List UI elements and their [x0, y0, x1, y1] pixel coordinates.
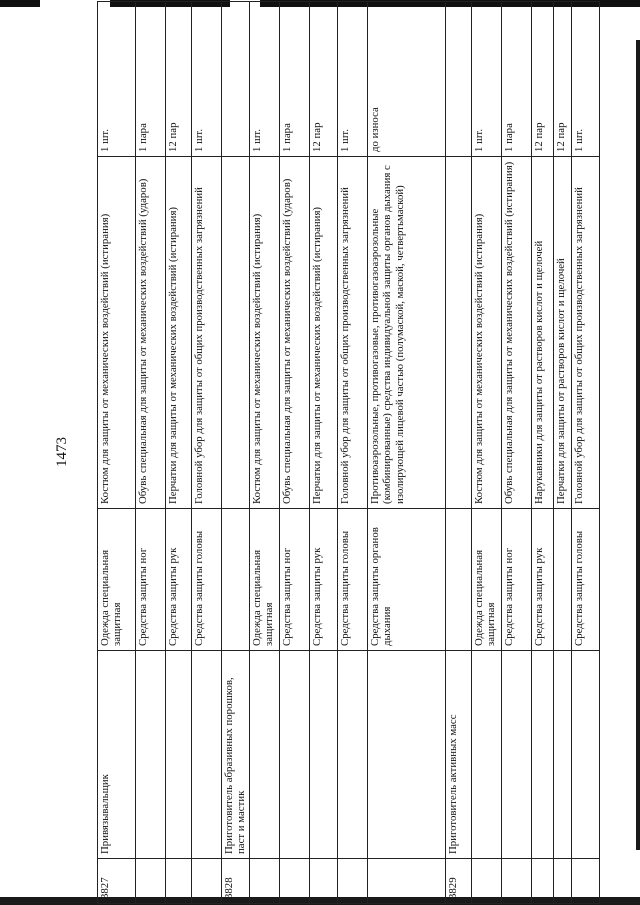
cell-item: Средства защиты ног [279, 509, 309, 651]
cell-code [166, 859, 192, 904]
table-row [367, 2, 445, 904]
table-row [222, 2, 250, 904]
cell-description: Костюм для защиты от механических воздействий (истирания) [471, 157, 501, 509]
cell-profession [553, 651, 571, 859]
cell-description: Перчатки для защиты от механических воздействий (истирания) [309, 157, 337, 509]
table-row [337, 2, 367, 904]
table-row [501, 2, 531, 904]
cell-profession [136, 651, 166, 859]
cell-item: Средства защиты рук [309, 509, 337, 651]
table-row [279, 2, 309, 904]
cell-norm: 1 шт. [249, 2, 279, 157]
cell-norm: 1 шт. [192, 2, 222, 157]
page-number: 1473 [54, 437, 70, 467]
cell-item [553, 509, 571, 651]
table-row [553, 2, 571, 904]
cell-profession [471, 651, 501, 859]
cell-norm [445, 2, 471, 157]
cell-profession [367, 651, 445, 859]
cell-norm: 1 шт. [571, 2, 599, 157]
cell-item: Одежда специальная защитная [471, 509, 501, 651]
table-row [192, 2, 222, 904]
rotated-table-frame [97, 2, 585, 904]
cell-code [471, 859, 501, 904]
cell-description: Перчатки для защиты от механических воздействий (истирания) [166, 157, 192, 509]
cell-description: Костюм для защиты от механических воздействий (истирания) [249, 157, 279, 509]
cell-norm: 12 пар [553, 2, 571, 157]
cell-profession: Приготовитель абразивных порошков, паст и мастик [222, 651, 250, 859]
cell-profession [192, 651, 222, 859]
cell-code [531, 859, 553, 904]
cell-code [279, 859, 309, 904]
cell-item: Средства защиты головы [192, 509, 222, 651]
cell-profession: Привязывальщик [98, 651, 136, 859]
cell-description: Обувь специальная для защиты от механических воздействий (ударов) [279, 157, 309, 509]
table-row [571, 2, 599, 904]
cell-code [501, 859, 531, 904]
cell-code: 3828 [222, 859, 250, 904]
cell-norm: 1 пара [279, 2, 309, 157]
table-row [136, 2, 166, 904]
cell-norm: 1 шт. [471, 2, 501, 157]
cell-description: Костюм для защиты от механических воздействий (истирания) [98, 157, 136, 509]
cell-norm: 12 пар [309, 2, 337, 157]
cell-code [553, 859, 571, 904]
cell-code [367, 859, 445, 904]
cell-description: Перчатки для защиты от растворов кислот и щелочей [553, 157, 571, 509]
cell-profession [337, 651, 367, 859]
cell-norm: 1 пара [501, 2, 531, 157]
cell-profession [571, 651, 599, 859]
table-row [531, 2, 553, 904]
cell-code: 3829 [445, 859, 471, 904]
cell-code [571, 859, 599, 904]
cell-code: 3827 [98, 859, 136, 904]
cell-norm [222, 2, 250, 157]
cell-description: Противоаэрозольные, противогазовые, противогазоаэрозольные (комбинированные) средства индивидуальной защиты органов дыхания с изолирующей лицевой частью (полумаской, маской, четвертьмаской) [367, 157, 445, 509]
cell-norm: 1 пара [136, 2, 166, 157]
cell-code [337, 859, 367, 904]
table-body [98, 2, 600, 904]
cell-norm: 1 шт. [337, 2, 367, 157]
cell-profession [309, 651, 337, 859]
cell-item: Средства защиты головы [571, 509, 599, 651]
cell-code [136, 859, 166, 904]
cell-code [309, 859, 337, 904]
cell-item: Одежда специальная защитная [98, 509, 136, 651]
cell-profession [531, 651, 553, 859]
table-row [249, 2, 279, 904]
cell-norm: 1 шт. [98, 2, 136, 157]
cell-item: Одежда специальная защитная [249, 509, 279, 651]
cell-description [222, 157, 250, 509]
table-row [309, 2, 337, 904]
cell-item: Средства защиты ног [136, 509, 166, 651]
cell-description: Головной убор для защиты от общих производственных загрязнений [337, 157, 367, 509]
cell-item: Средства защиты ног [501, 509, 531, 651]
cell-description: Головной убор для защиты от общих производственных загрязнений [571, 157, 599, 509]
cell-description: Головной убор для защиты от общих производственных загрязнений [192, 157, 222, 509]
cell-description: Нарукавники для защиты от растворов кислот и щелочей [531, 157, 553, 509]
cell-item: Средства защиты рук [166, 509, 192, 651]
cell-norm: 12 пар [531, 2, 553, 157]
scan-right-edge [636, 40, 640, 850]
cell-profession: Приготовитель активных масс [445, 651, 471, 859]
cell-profession [279, 651, 309, 859]
cell-profession [249, 651, 279, 859]
cell-item: Средства защиты рук [531, 509, 553, 651]
table-row [166, 2, 192, 904]
cell-norm: 12 пар [166, 2, 192, 157]
cell-item: Средства защиты головы [337, 509, 367, 651]
cell-code [249, 859, 279, 904]
cell-item [445, 509, 471, 651]
table-row [98, 2, 136, 904]
cell-description: Обувь специальная для защиты от механических воздействий (ударов) [136, 157, 166, 509]
cell-norm: до износа [367, 2, 445, 157]
cell-description [445, 157, 471, 509]
table-row [445, 2, 471, 904]
cell-description: Обувь специальная для защиты от механических воздействий (истирания) [501, 157, 531, 509]
ppe-norms-table [97, 1, 600, 904]
cell-item: Средства защиты органов дыхания [367, 509, 445, 651]
cell-item [222, 509, 250, 651]
cell-profession [166, 651, 192, 859]
table-row [471, 2, 501, 904]
cell-profession [501, 651, 531, 859]
cell-code [192, 859, 222, 904]
